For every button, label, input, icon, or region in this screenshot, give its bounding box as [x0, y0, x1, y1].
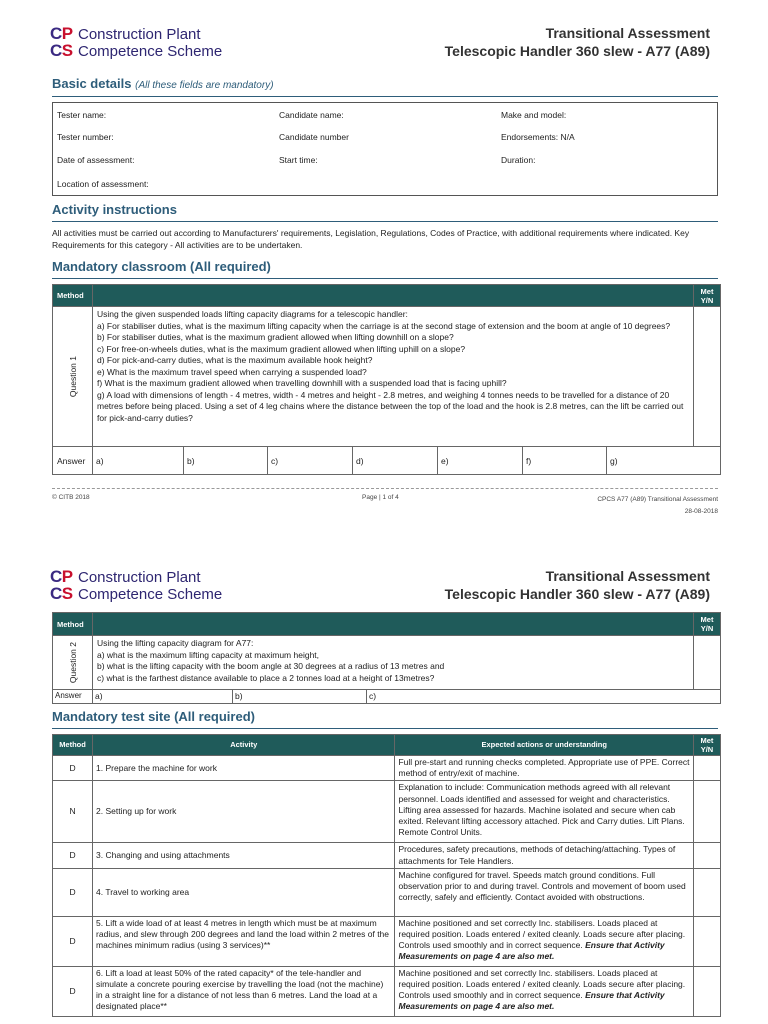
logo-line-2: Competence Scheme [78, 43, 223, 60]
col-met: Met Y/N [694, 285, 721, 307]
answer-cell-f[interactable]: f) [523, 447, 607, 475]
method-cell: D [53, 756, 93, 781]
make-model-field[interactable]: Make and model: [501, 110, 567, 120]
date-of-assessment-field[interactable]: Date of assessment: [57, 155, 135, 165]
activity-cell: 4. Travel to working area [93, 868, 395, 916]
question-label: Question 1 [53, 307, 93, 447]
footer-page-number: Page | 1 of 4 [362, 494, 399, 501]
expected-cell: Machine positioned and set correctly Inc. stabilisers. Loads placed at required position. Loads entered / exited cleanly. Loads secure after placing. Controls used smoothly and in correct sequence. Ensure that Activity Measurements on page 4 are also met. [395, 916, 693, 966]
method-cell: D [53, 868, 93, 916]
cpcs-logo: CP Construction Plant CS Competence Scheme [50, 567, 223, 603]
question-2-text: Using the lifting capacity diagram for A77: a) what is the maximum lifting capacity at maximum height, b) what is the lifting capacity with the boom angle at 30 degrees at a radius of 13 metres and c) what is the farthest distance available to place a 2 tonnes load at a height of 13metres? [93, 636, 694, 690]
answer-cell-g[interactable]: g) [607, 447, 721, 475]
document-title [445, 24, 710, 60]
expected-cell: Full pre-start and running checks completed. Appropriate use of PPE. Correct method of entry/exit of machine. [395, 756, 693, 781]
basic-details-box [52, 102, 718, 196]
activity-cell: 6. Lift a load at least 50% of the rated capacity* of the tele-handler and simulate a concrete pouring exercise by travelling the load (not the machine) in a straight line for a distance of not less than 6 metres. Land the load at a designated place** [93, 966, 395, 1016]
answer-cell-b[interactable]: b) [233, 690, 367, 704]
expected-cell: Machine positioned and set correctly Inc. stabilisers. Loads placed at required position. Loads entered / exited cleanly. Loads secure after placing. Controls used smoothly and in correct sequence. Ensure that Activity Measurements on page 4 are also met. [395, 966, 693, 1016]
section-rule [52, 96, 718, 97]
document-page-2 [0, 563, 768, 1024]
table-row [53, 781, 721, 843]
endorsements-field[interactable]: Endorsements: N/A [501, 132, 575, 142]
question-1-text: Using the given suspended loads lifting capacity diagrams for a telescopic handler: a) For stabiliser duties, what is the maximum lifting capacity when the carriage is at the second stage of extension and the boom at angle of 10 degrees? b) For stabiliser duties, what is the maximum gradient allowed when lifting downhill on a slope? c) For free-on-wheels duties, what is the maximum gradient allowed when lifting uphill on a slope? d) For pick-and-carry duties, what is the maximum available hook height? e) What is the maximum travel speed when carrying a suspended load? f) What is the maximum gradient allowed when travelling downhill with a suspended load that is facing uphill? g) A load with dimensions of length - 4 metres, width - 4 metres and height - 2.8 metres, and weighing 4 tonnes needs to be travelled for a distance of 20 metres before being placed. Using a set of 4 leg chains where the distance between the top of the load and the hook is 2.8 metres, can the lift be carried out for pick-and-carry duties? [93, 307, 694, 447]
activity-instructions-text: All activities must be carried out according to Manufacturers' requirements, Legislation, Regulations, Codes of Practice, with additional requirements where indicated. Key Requirements for this category - All activities are to be undertaken. [52, 228, 690, 250]
section-rule [52, 221, 718, 222]
test-site-table [52, 734, 721, 1017]
basic-details-heading: Basic details (All these fields are mandatory) [52, 76, 274, 91]
document-title [445, 567, 710, 603]
classroom-question-1-table [52, 284, 721, 475]
classroom-question-2-table [52, 612, 721, 704]
page-header [50, 24, 710, 66]
met-cell[interactable] [693, 868, 720, 916]
section-rule [52, 728, 718, 729]
met-cell[interactable] [693, 916, 720, 966]
footer-copyright: © CITB 2018 [52, 494, 90, 501]
method-cell: D [53, 916, 93, 966]
answer-label: Answer [53, 690, 93, 704]
met-cell[interactable] [693, 966, 720, 1016]
start-time-field[interactable]: Start time: [279, 155, 318, 165]
expected-cell: Explanation to include: Communication methods agreed with all relevant personnel. Loads identified and assessed for weight and characteristics. Lifting area assessed for hazards. Machine isolated and secure when cab exited. Relevant lifting accessory attached. Pick and Carry duties. Lift Plans. Remote Control Units. [395, 781, 693, 843]
candidate-name-field[interactable]: Candidate name: [279, 110, 344, 120]
tester-number-field[interactable]: Tester number: [57, 132, 114, 142]
method-cell: D [53, 843, 93, 868]
activity-cell: 3. Changing and using attachments [93, 843, 395, 868]
logo-line-1: Construction Plant [78, 569, 201, 586]
method-cell: N [53, 781, 93, 843]
met-cell[interactable] [693, 781, 720, 843]
footer-rule [52, 488, 718, 489]
col-method: Method [53, 613, 93, 636]
answer-cell-c[interactable]: c) [268, 447, 353, 475]
met-cell[interactable] [693, 843, 720, 868]
title-line-2: Telescopic Handler 360 slew - A77 (A89) [444, 586, 710, 602]
expected-cell: Procedures, safety precautions, methods of detaching/attaching. Types of attachments for Tele Handlers. [395, 843, 693, 868]
table-row [53, 868, 721, 916]
question-label: Question 2 [53, 636, 93, 690]
tester-name-field[interactable]: Tester name: [57, 110, 107, 120]
method-cell: D [53, 966, 93, 1016]
page-gap [0, 525, 768, 563]
table-row [53, 916, 721, 966]
answer-cell-a[interactable]: a) [93, 690, 233, 704]
activity-cell: 5. Lift a wide load of at least 4 metres in length which must be at maximum radius, and slew through 200 degrees and land the load within 2 metres of the machines minimum radius (using 3 services)** [93, 916, 395, 966]
footer-doc-ref: CPCS A77 (A89) Transitional Assessment 28-08-2018 [597, 496, 718, 515]
table-row [53, 756, 721, 781]
answer-cell-b[interactable]: b) [184, 447, 268, 475]
logo-line-2: Competence Scheme [78, 586, 223, 603]
answer-label: Answer [53, 447, 93, 475]
activity-cell: 2. Setting up for work [93, 781, 395, 843]
col-met: Met Y/N [693, 735, 720, 756]
cpcs-logo: CP Construction Plant CS Competence Scheme [50, 24, 223, 60]
met-cell[interactable] [694, 636, 721, 690]
expected-cell: Machine configured for travel. Speeds match ground conditions. Full observation prior to and during travel. Controls and movement of boom used correctly, safely and efficiently. Contact avoided with obstructions. [395, 868, 693, 916]
location-field[interactable]: Location of assessment: [57, 179, 149, 189]
activity-cell: 1. Prepare the machine for work [93, 756, 395, 781]
col-activity: Activity [93, 735, 395, 756]
title-line-2: Telescopic Handler 360 slew - A77 (A89) [444, 43, 710, 59]
answer-cell-c[interactable]: c) [367, 690, 721, 704]
table-row [53, 966, 721, 1016]
answer-cell-a[interactable]: a) [93, 447, 184, 475]
col-method: Method [53, 735, 93, 756]
classroom-heading: Mandatory classroom (All required) [52, 259, 271, 274]
logo-line-1: Construction Plant [78, 26, 201, 43]
col-method: Method [53, 285, 93, 307]
activity-instructions-heading: Activity instructions [52, 202, 177, 217]
col-met: Met Y/N [694, 613, 721, 636]
table-row [53, 843, 721, 868]
test-site-heading: Mandatory test site (All required) [52, 709, 255, 724]
title-line-1: Transitional Assessment [545, 568, 710, 584]
met-cell[interactable] [694, 307, 721, 447]
answer-cell-d[interactable]: d) [353, 447, 438, 475]
section-rule [52, 278, 718, 279]
title-line-1: Transitional Assessment [545, 25, 710, 41]
candidate-number-field[interactable]: Candidate number [279, 132, 349, 142]
met-cell[interactable] [693, 756, 720, 781]
answer-cell-e[interactable]: e) [438, 447, 523, 475]
col-expected: Expected actions or understanding [395, 735, 693, 756]
duration-field[interactable]: Duration: [501, 155, 536, 165]
page-header [50, 567, 710, 609]
